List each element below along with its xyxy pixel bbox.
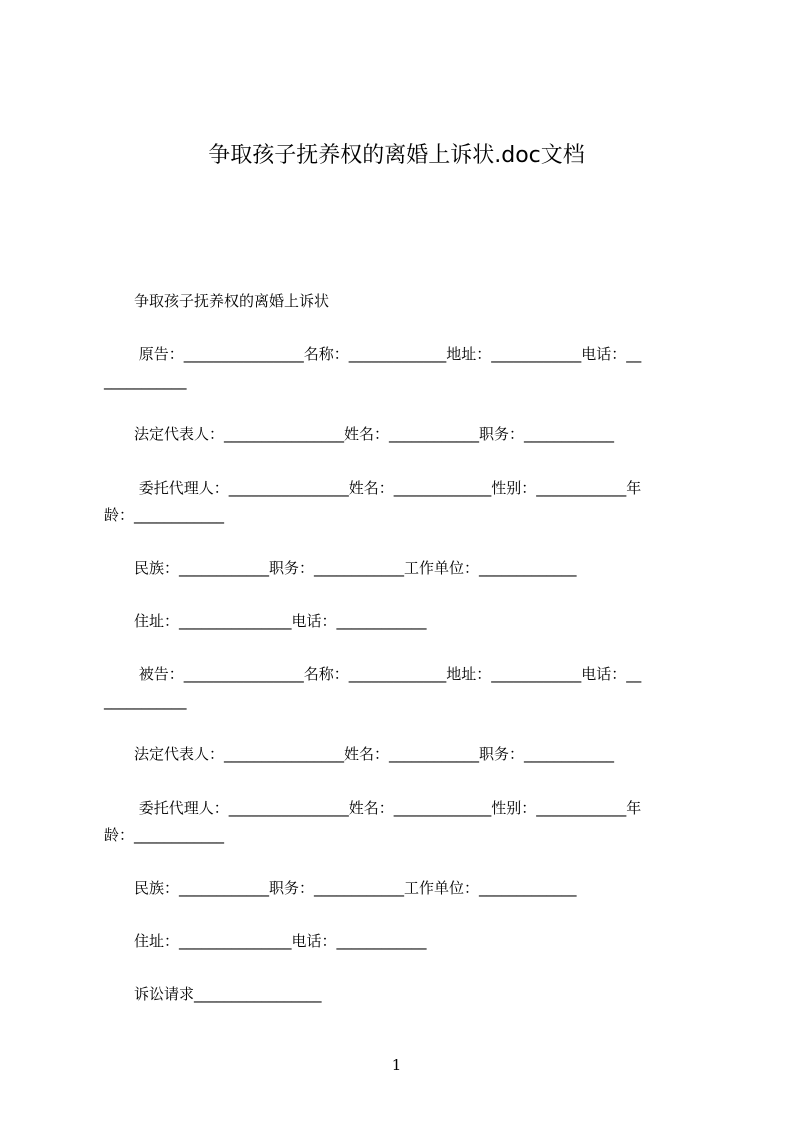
defendant-agent-line-cont: 龄：____________ <box>104 826 225 844</box>
defendant-legal-rep-line: 法定代表人：________________姓名：____________职务：____________ <box>104 745 615 763</box>
plaintiff-agent-line: 委托代理人：________________姓名：_____________性别：____________年 <box>104 479 642 497</box>
defendant-address-line: 住址：_______________电话：____________ <box>104 932 427 950</box>
claims-line: 诉讼请求_________________ <box>104 985 322 1003</box>
plaintiff-address-line: 住址：_______________电话：____________ <box>104 612 427 630</box>
plaintiff-legal-rep-line: 法定代表人：________________姓名：____________职务：____________ <box>104 425 615 443</box>
defendant-ethnicity-line: 民族：____________职务：____________工作单位：_____________ <box>104 879 577 897</box>
defendant-agent-line: 委托代理人：________________姓名：_____________性别：____________年 <box>104 799 642 817</box>
document-title: 争取孩子抚养权的离婚上诉状.doc文档 <box>208 143 585 168</box>
plaintiff-ethnicity-line: 民族：____________职务：____________工作单位：_____________ <box>104 559 577 577</box>
defendant-line-cont: ___________ <box>104 692 187 710</box>
petition-heading: 争取孩子抚养权的离婚上诉状 <box>104 292 330 310</box>
defendant-line: 被告：________________名称：_____________地址：____________电话：__ <box>104 665 642 683</box>
plaintiff-agent-line-cont: 龄：____________ <box>104 506 225 524</box>
page-number: 1 <box>391 1056 402 1074</box>
plaintiff-line: 原告：________________名称：_____________地址：____________电话：__ <box>104 345 642 363</box>
plaintiff-line-cont: ___________ <box>104 372 187 390</box>
